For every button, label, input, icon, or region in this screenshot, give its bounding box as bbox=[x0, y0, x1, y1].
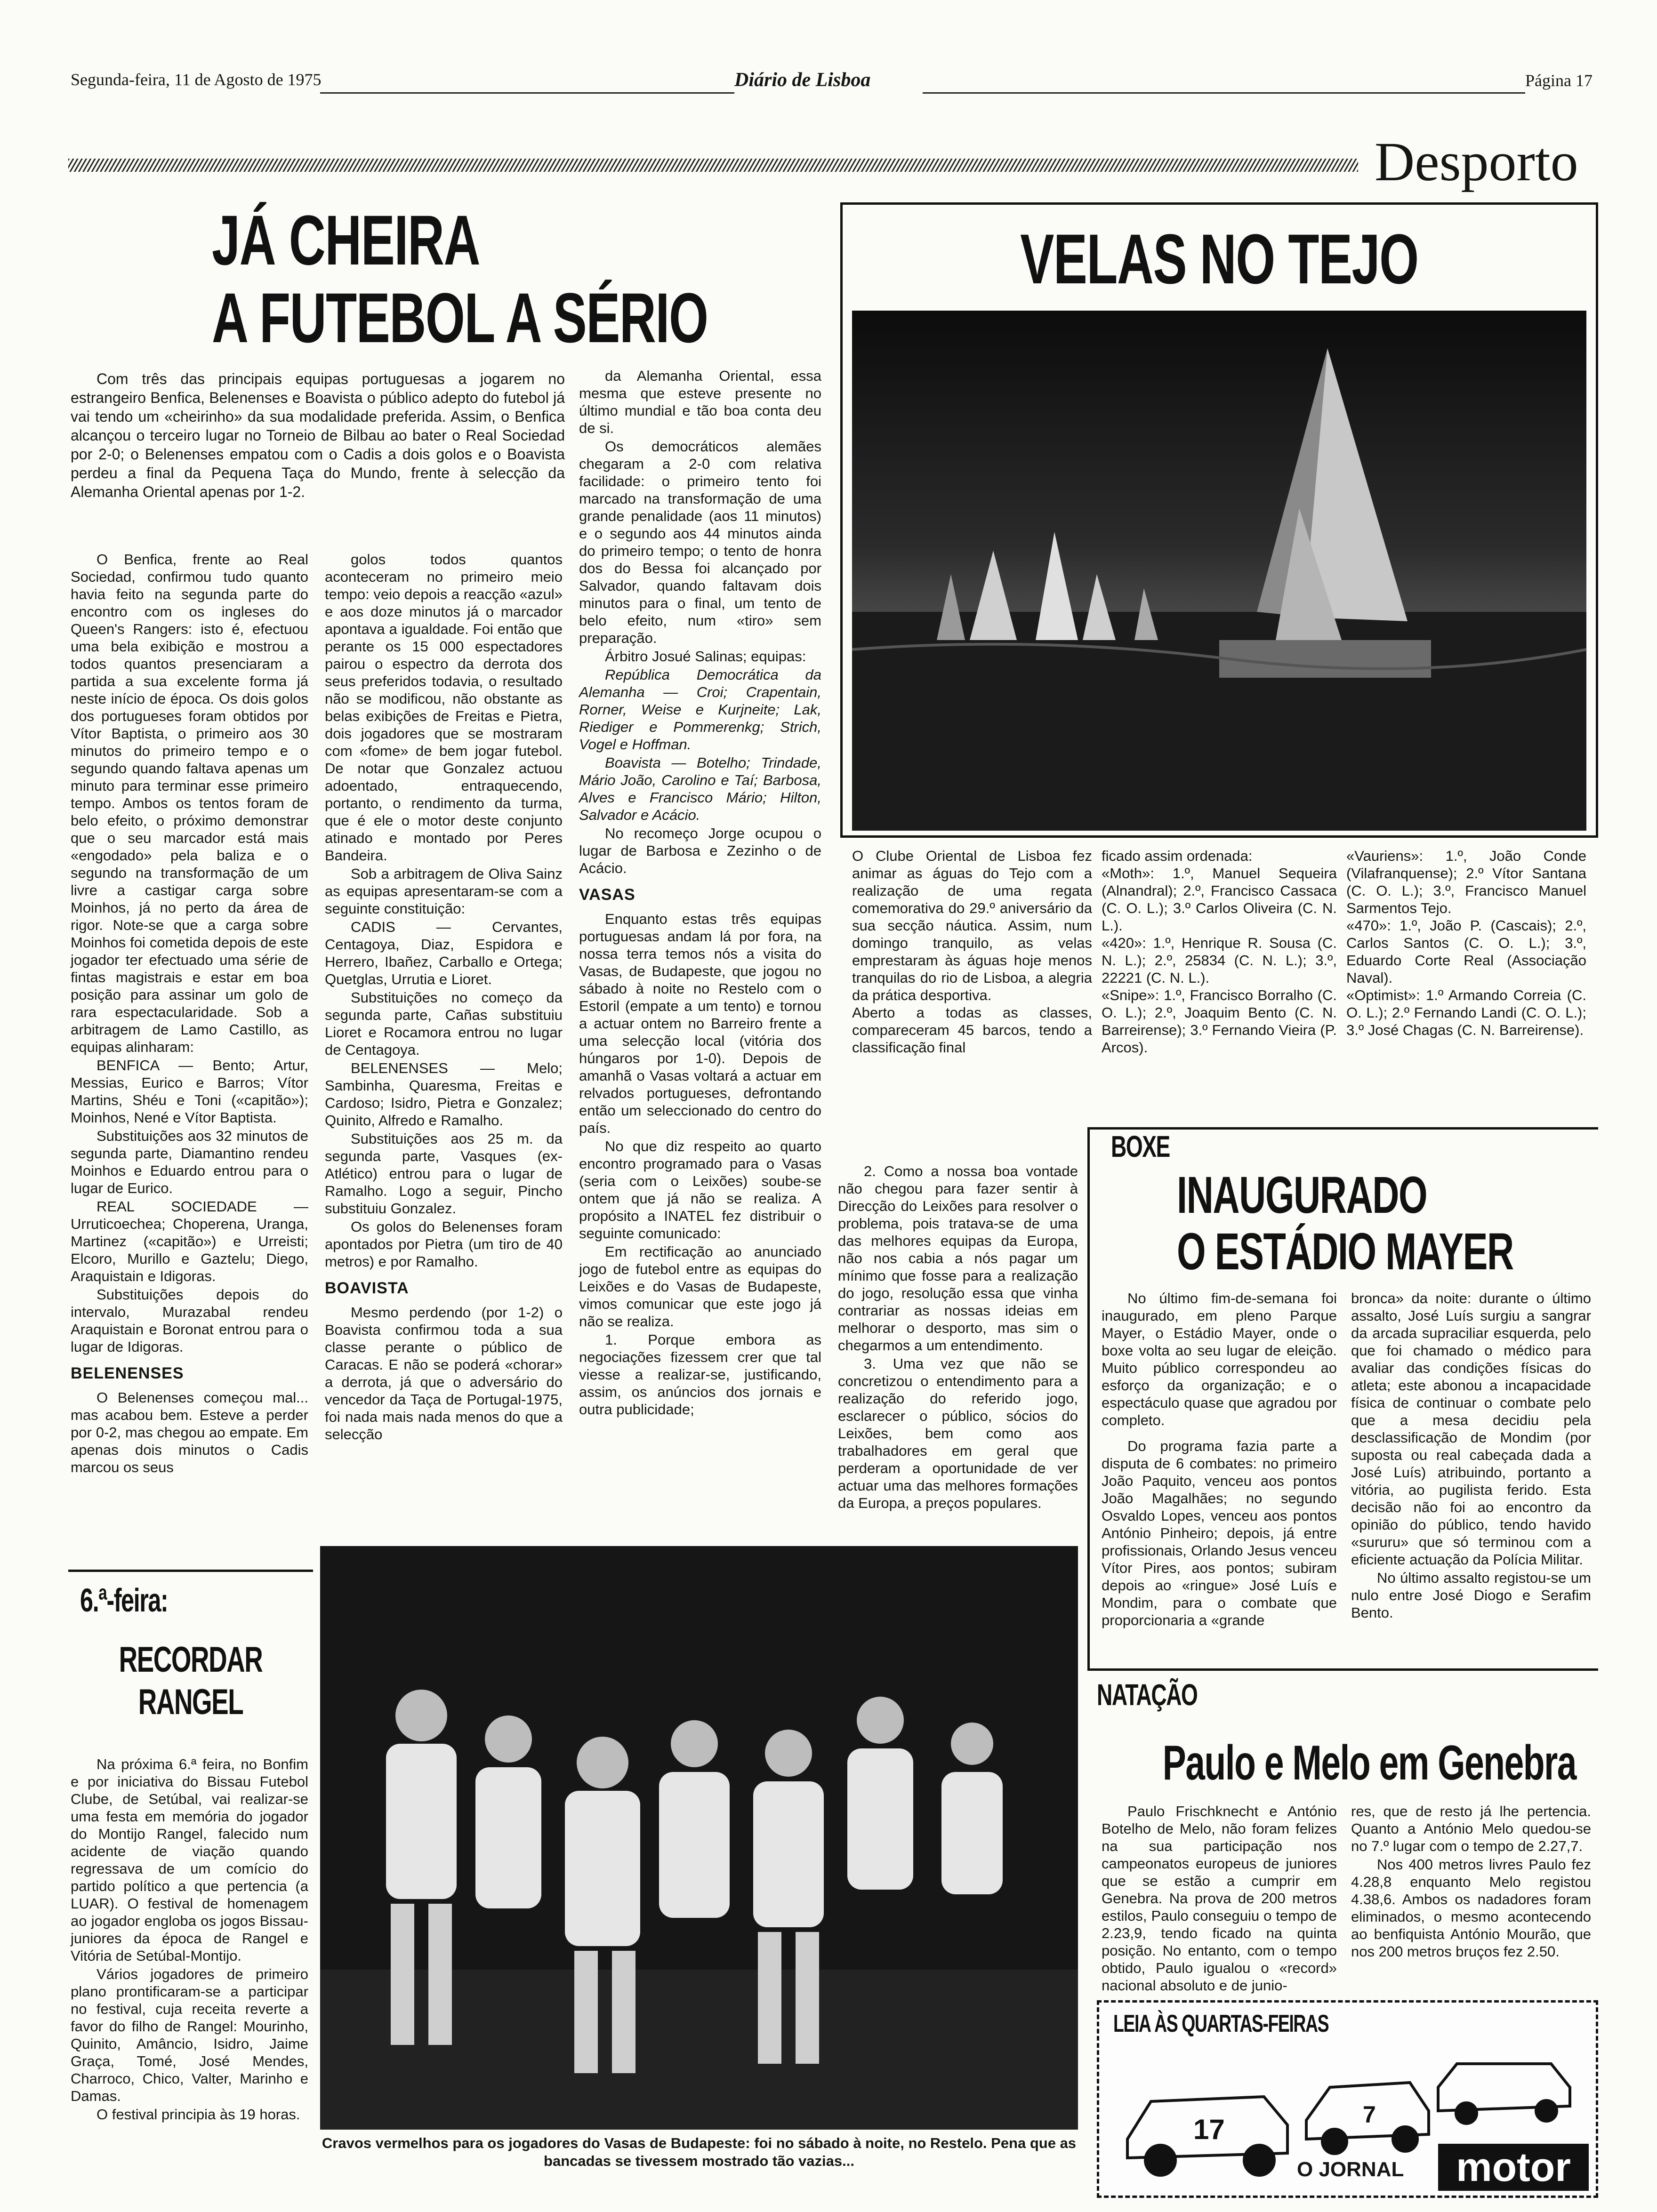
paragraph: No que diz respeito ao quarto encontro programado para o Vasas (seria com o Leixões) soube-se ontem que já não se realiza. A propósito a INATEL fez distribuir o seguinte comunicado: bbox=[579, 1138, 821, 1242]
boxe-title-1: INAUGURADO bbox=[1177, 1166, 1427, 1224]
paragraph: Em rectificação ao anunciado jogo de futebol entre as equipas do Leixões e do Vasas de Budapeste, vimos comunicar que este jogo já não se realiza. bbox=[579, 1243, 821, 1330]
paragraph: Sob a arbitragem de Oliva Sainz as equipas apresentaram-se com a seguinte constituição: bbox=[325, 866, 563, 917]
paragraph: Nos 400 metros livres Paulo fez 4.28,8 enquanto Melo registou 4.38,6. Ambos os nadadores foram eliminados, o mesmo acontecendo ao benfiquista António Mourão, que nos 200 metros bruços fez 2.50. bbox=[1351, 1856, 1591, 1960]
section-title: Desporto bbox=[1375, 131, 1578, 192]
recordar-title-1: RECORDAR bbox=[119, 1640, 263, 1680]
advert-headline: LEIA ÀS QUARTAS-FEIRAS bbox=[1113, 2010, 1329, 2037]
recordar-kicker: 6.ª-feira: bbox=[80, 1582, 168, 1619]
article-column-1 bbox=[71, 551, 308, 1475]
natacao-column-2 bbox=[1351, 1803, 1591, 1991]
natacao-top-rule bbox=[1087, 1668, 1598, 1671]
paragraph: res, que de resto já lhe pertencia. Quanto a António Melo quedou-se no 7.º lugar com o tempo de 2.27,7. bbox=[1351, 1803, 1591, 1854]
velas-column-3: «Vauriens»: 1.º, João Conde (Vilafranquense); 2.º Vítor Santana (C. O. L.); 3.º, Francisco Manuel Sarmentos Tejo. «470»: 1.º, João P. (Cascais); 2.º, Carlos Santos (C. O. L.); 3.º, Eduardo Corte Real (Associação Naval). «Optimist»: 1.º Armando Correia (C. O. L.); 2.º Fernando Landi (C. O. L.); 3.º José Chagas (C. N. Barreirense). bbox=[1346, 848, 1586, 1038]
recordar-rule bbox=[68, 1570, 313, 1572]
natacao-title: Paulo e Melo em Genebra bbox=[1162, 1736, 1577, 1790]
car-number-2: 7 bbox=[1363, 2101, 1376, 2128]
boxe-side-rule bbox=[1087, 1127, 1090, 1668]
paragraph: No último assalto registou-se um nulo entre José Diogo e Serafim Bento. bbox=[1351, 1570, 1591, 1621]
boxe-kicker: BOXE bbox=[1111, 1130, 1170, 1163]
advert-brand-logo: motor bbox=[1438, 2144, 1589, 2191]
motor-advert bbox=[1097, 2000, 1598, 2198]
page-number: Página 17 bbox=[1525, 71, 1593, 90]
paragraph: Os democráticos alemães chegaram a 2-0 com relativa facilidade: o primeiro tento foi marcado na transformação de uma grande penalidade (aos 11 minutos) e o segundo aos 44 minutos ainda do primeiro tempo; o tento de honra dos do Bessa foi alcançado por Salvador, quando faltavam dois minutos para o final, um tento de belo efeito, num «tiro» sem preparação. bbox=[579, 438, 821, 646]
header-rule-left bbox=[320, 92, 734, 94]
paragraph: Substituições no começo da segunda parte, Cañas substituiu Lioret e Rocamora entrou no lugar de Centagoya. bbox=[325, 989, 563, 1058]
article-column-2 bbox=[325, 551, 563, 1443]
paragraph: Mesmo perdendo (por 1-2) o Boavista confirmou toda a sua classe perante o público de Caracas. E não se poderá «chorar» a derrota, já que o adversário do vencedor da Taça de Portugal-1975, foi nada mais nada menos do que a selecção bbox=[325, 1304, 563, 1443]
page-date: Segunda-feira, 11 de Agosto de 1975 bbox=[71, 70, 322, 89]
paragraph: 1. Porque embora as negociações fizessem crer que tal viesse a realizar-se, justificando, assim, os anúncios dos jornais e outra publicidade; bbox=[579, 1331, 821, 1418]
boxe-column-1 bbox=[1102, 1290, 1337, 1647]
headline-line-1: JÁ CHEIRA bbox=[212, 200, 480, 280]
paragraph: O Benfica, frente ao Real Sociedad, confirmou tudo quanto havia feito na segunda parte do encontro com os ingleses do Queen's Rangers: isto é, efectuou uma bela exibição e mostrou a todos quantos presenciaram a partida a sua excelente forma já neste início de época. Os dois golos dos portugueses foram obtidos por Vítor Baptista, o primeiro aos 30 minutos do primeiro tempo e o segundo quando faltava apenas um minuto para terminar esse primeiro tempo. Ambos os tentos foram de belo efeito, o próximo demonstrar que o seu marcador está mais «engodado» pela baliza e o segundo na transformação de um livre a castigar carga sobre Moinhos, já no perto da área de rigor. Note-se que a carga sobre Moinhos foi cometida depois de este jogador ter efectuado uma série de fintas magistrais e estar em boa posição para assinar um golo de rara espectacularidade. Sob a arbitragem de Lamo Castillo, as equipas alinharam: bbox=[71, 551, 308, 1055]
velas-column-1: O Clube Oriental de Lisboa fez animar as águas do Tejo com a realização de uma regata comemorativa do 29.º aniversário da sua secção náutica. Assim, num domingo tranquilo, as velas emprestaram às águas hoje menos tranquilas do rio de Lisboa, a alegria da prática desportiva. Aberto a todas as classes, compareceram 45 barcos, tendo a classificação final bbox=[852, 848, 1092, 1056]
paragraph: bronca» da noite: durante o último assalto, José Luís surgiu a sangrar da arcada supraciliar esquerda, pelo que foi chamado o médico para avaliar das condições físicas do atleta; este abonou a incapacidade física de continuar o combate pelo que a mesa decidiu pela desclassificação de Mondim (por suposta ou real cabeçada dada a José Luís) atribuindo, portanto a vitória, ao pugilista ferido. Esta decisão não foi ao encontro da opinião do público, tendo havido «sururu» que só terminou com a eficiente actuação da Polícia Militar. bbox=[1351, 1290, 1591, 1568]
lead-text: Com três das principais equipas portuguesas a jogarem no estrangeiro Benfica, Belenenses e Boavista o público adepto do futebol já vai tendo um «cheirinho» da sua modalidade preferida. Assim, o Benfica alcançou o terceiro lugar no Torneio de Bilbau ao bater o Real Sociedad por 2-0; o Belenenses empatou com o Cadis a dois golos e o Boavista perdeu a final da Pequena Taça do Mundo, frente à selecção da Alemanha Oriental apenas por 1-2. bbox=[71, 370, 565, 500]
paragraph: REAL SOCIEDADE — Urruticoechea; Choperena, Uranga, Martinez («capitão») e Urreisti; Elcoro, Murillo e Gaztelu; Diego, Araquistain e Idigoras. bbox=[71, 1198, 308, 1284]
paragraph: O Belenenses começou mal... mas acabou bem. Esteve a perder por 0-2, mas chegou ao empate. Em apenas dois minutos o Cadis marcou os seus bbox=[71, 1389, 308, 1475]
paragraph: Enquanto estas três equipas portuguesas andam lá por fora, na nossa terra temos nós a visita do Vasas, de Budapeste, que jogou no sábado à noite no Restelo com o Estoril (empate a um tento) e tornou a actuar ontem no Barreiro frente a uma selecção local (vitória dos húngaros por 1-0). Depois de amanhã o Vasas voltará a actuar em relvados portugueses, defrontando então um seleccionado do centro do país. bbox=[579, 911, 821, 1136]
advert-jornal: O JORNAL bbox=[1297, 2158, 1404, 2181]
subhead-belenenses: BELENENSES bbox=[71, 1364, 184, 1382]
paragraph: BELENENSES — Melo; Sambinha, Quaresma, Freitas e Cardoso; Isidro, Pietra e Gonzalez; Quinito, Alfredo e Ramalho. bbox=[325, 1060, 563, 1129]
paragraph: No último fim-de-semana foi inaugurado, em pleno Parque Mayer, o Estádio Mayer, onde o boxe volta ao seu lugar de eleição. Muito público correspondeu ao esforço da organização; e o espectáculo quase que agradou por completo. bbox=[1102, 1290, 1337, 1428]
paragraph: 2. Como a nossa boa vontade não chegou para fazer sentir à Direcção do Leixões para resolver o problema, pois tratava-se de uma das melhores equipas da Europa, não nos cabia a nós pagar um mínimo que fosse para a realização do jogo, resolução essa que vinha contrariar as nossas ideias em melhorar o desporto, mas sim o chegarmos a um entendimento. bbox=[838, 1163, 1078, 1354]
header-rule-right bbox=[923, 92, 1525, 94]
natacao-kicker: NATAÇÃO bbox=[1097, 1678, 1198, 1712]
masthead: Diário de Lisboa bbox=[734, 69, 871, 91]
football-players-image bbox=[320, 1546, 1078, 2130]
article-column-3 bbox=[579, 367, 821, 1418]
paragraph: Substituições aos 32 minutos de segunda parte, Diamantino rendeu Moinhos e Eduardo entrou para o lugar de Eurico. bbox=[71, 1128, 308, 1196]
paragraph: Os golos do Belenenses foram apontados por Pietra (um tiro de 40 metros) e por Ramalho. bbox=[325, 1218, 563, 1270]
paragraph: Árbitro Josué Salinas; equipas: bbox=[605, 648, 806, 665]
paragraph: Do programa fazia parte a disputa de 6 combates: no primeiro João Paquito, venceu aos pontos João Magalhães; no segundo Osvaldo Lopes, venceu aos pontos António Pinheiro; depois, já entre profissionais, Orlando Jesus venceu Vítor Pires, aos pontos; subiram depois ao «ringue» José Luís e Mondim, para o combate que proporcionaria a «grande bbox=[1102, 1438, 1337, 1628]
paragraph: O festival principia às 19 horas. bbox=[97, 2106, 300, 2123]
car-number-1: 17 bbox=[1193, 2114, 1225, 2145]
subhead-boavista: BOAVISTA bbox=[325, 1279, 409, 1297]
natacao-column-1 bbox=[1102, 1803, 1337, 1994]
boxe-column-2 bbox=[1351, 1290, 1591, 1647]
paragraph: 3. Uma vez que não se concretizou o entendimento para a realização do referido jogo, esclarecer o público, sócios do Leixões, bem como aos trabalhadores em geral que perderam a oportunidade de ver actuar uma das melhores formações da Europa, a preços populares. bbox=[838, 1355, 1078, 1511]
paragraph: Paulo Frischknecht e António Botelho de Melo, não foram felizes na sua participação nos campeonatos europeus de juniores que se estão a cumprir em Genebra. Na prova de 200 metros estilos, Paulo conseguiu o tempo de 2.23,9, tendo ficado na quinta posição. No entanto, com o tempo obtido, Paulo igualou o «record» nacional absoluto e de junio- bbox=[1102, 1803, 1337, 1994]
paragraph: BENFICA — Bento; Artur, Messias, Eurico e Barros; Vítor Martins, Shéu e Toni («capitão»); Moinhos, Nené e Vítor Baptista. bbox=[71, 1057, 308, 1126]
subhead-vasas: VASAS bbox=[579, 886, 635, 904]
paragraph: da Alemanha Oriental, essa mesma que esteve presente no último mundial e tão boa conta deu de si. bbox=[579, 368, 821, 436]
paragraph: Vários jogadores de primeiro plano prontificaram-se a participar no festival, cuja receita reverte a favor do filho de Rangel: Mourinho, Quinito, Amâncio, Isidro, Jaime Graça, Tomé, José Mendes, Charroco, Chico, Valter, Marinho e Damas. bbox=[71, 1966, 308, 2104]
vasas-photo bbox=[320, 1546, 1078, 2130]
section-hatch-bar bbox=[68, 159, 1358, 172]
recordar-body bbox=[71, 1755, 308, 2198]
velas-column-2: ficado assim ordenada: «Moth»: 1.º, Manuel Sequeira (Alnandral); 2.º, Francisco Cassaca (C. O. L.); 3.º Carlos Oliveira (C. N. L.). «420»: 1.º, Henrique R. Sousa (C. N. L.); 2.º, 25834 (C. N. L.); 3.º, 22221 (C. N. L.). «Snipe»: 1.º, Francisco Borralho (C. O. L.); 2.º, Joaquim Bento (C. N. Barreirense); 3.º Fernando Vieira (P. Arcos). bbox=[1102, 848, 1337, 1056]
paragraph: Boavista — Botelho; Trindade, Mário João, Carolino e Taí; Barbosa, Alves e Francisco Mário; Hilton, Salvador e Acácio. bbox=[579, 754, 821, 823]
paragraph: Substituições depois do intervalo, Murazabal rendeu Araquistain e Boronat entrou para o lugar de Idigoras. bbox=[71, 1286, 308, 1355]
photo-caption: Cravos vermelhos para os jogadores do Vasas de Budapeste: foi no sábado à noite, no Restelo. Pena que as bancadas se tivessem mostrado tão vazias... bbox=[322, 2135, 1077, 2169]
velas-headline: VELAS NO TEJO bbox=[1020, 219, 1418, 298]
paragraph: CADIS — Cervantes, Centagoya, Diaz, Espidora e Herrero, Ibañez, Carballo e Ortega; Quetglas, Urrutia e Lioret. bbox=[325, 919, 563, 987]
recordar-title-2: RANGEL bbox=[138, 1682, 243, 1722]
lead-paragraph bbox=[71, 369, 565, 502]
paragraph: Na próxima 6.ª feira, no Bonfim e por iniciativa do Bissau Futebol Clube, de Setúbal, vai realizar-se uma festa em memória do jogador do Montijo Rangel, falecido num acidente de viação quando regressava de um comício do partido político a que pertencia (a LUAR). O festival de homenagem ao jogador engloba os jogos Bissau-juniores da época de Rangel e Vitória de Setúbal-Montijo. bbox=[71, 1756, 308, 1964]
headline-line-2: A FUTEBOL A SÉRIO bbox=[212, 278, 708, 357]
sailboats-image bbox=[852, 311, 1586, 831]
regatta-photo bbox=[852, 311, 1586, 831]
paragraph: No recomeço Jorge ocupou o lugar de Barbosa e Zezinho o de Acácio. bbox=[579, 825, 821, 876]
paragraph: Substituições aos 25 m. da segunda parte, Vasques (ex-Atlético) entrou para o lugar de Ramalho. Logo a seguir, Pincho substituiu Gonzalez. bbox=[325, 1130, 563, 1217]
paragraph: golos todos quantos aconteceram no primeiro meio tempo: veio depois a reacção «azul» e aos doze minutos já o marcador apontava a igualdade. Foi então que perante os 15 000 espectadores pairou o espectro da derrota dos seus preferidos todavia, o resultado não se modificou, não obstante as belas exibições de Freitas e Pietra, dois jogadores que se mostraram com «fome» de bem jogar futebol. De notar que Gonzalez actuou adoentado, entraquecendo, portanto, o rendimento da turma, que é ele o motor deste conjunto atinado e montado por Peres Bandeira. bbox=[325, 551, 563, 864]
boxe-title-2: O ESTÁDIO MAYER bbox=[1177, 1223, 1513, 1281]
article-column-4 bbox=[838, 1162, 1078, 1511]
paragraph: República Democrática da Alemanha — Croi; Crapentain, Rorner, Weise e Kurjneite; Lak, Riediger e Pommerenkg; Strich, Vogel e Hoffman. bbox=[579, 666, 821, 753]
